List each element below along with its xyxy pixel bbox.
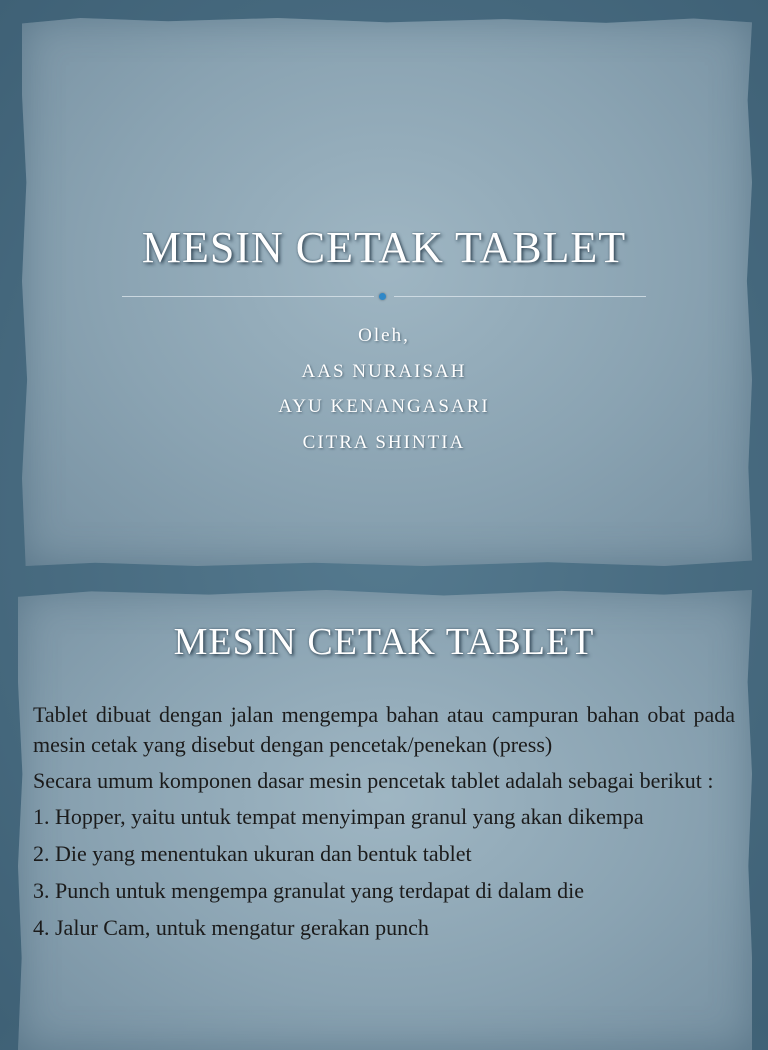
by-label: Oleh, (358, 325, 410, 346)
author-name: AYU KENANGASARI (278, 396, 490, 417)
list-item: 4. Jalur Cam, untuk mengatur gerakan punch (33, 915, 429, 940)
author-name: CITRA SHINTIA (302, 431, 466, 453)
list-item: 2. Die yang menentukan ukuran dan bentuk tablet (33, 841, 472, 866)
content-body (33, 700, 735, 950)
list-item: 1. Hopper, yaitu untuk tempat menyimpan granul yang akan dikempa (33, 804, 644, 829)
author-name: AAS NURAISAH (301, 360, 467, 382)
paragraph: Tablet dibuat dengan jalan mengempa bahan atau campuran bahan obat pada mesin cetak yang disebut dengan pencetak/penekan (press) (33, 702, 735, 757)
authors-block (0, 318, 768, 460)
title-slide (22, 18, 752, 566)
divider-left (122, 296, 374, 297)
divider-right (394, 296, 646, 297)
list-item: 3. Punch untuk mengempa granulat yang terdapat di dalam die (33, 878, 585, 903)
content-slide-heading: MESIN CETAK TABLET (173, 621, 595, 663)
divider-dot-icon (379, 293, 386, 300)
title-slide-heading: MESIN CETAK TABLET (141, 223, 627, 272)
paragraph: Secara umum komponen dasar mesin pencetak tablet adalah sebagai berikut : (33, 768, 714, 793)
